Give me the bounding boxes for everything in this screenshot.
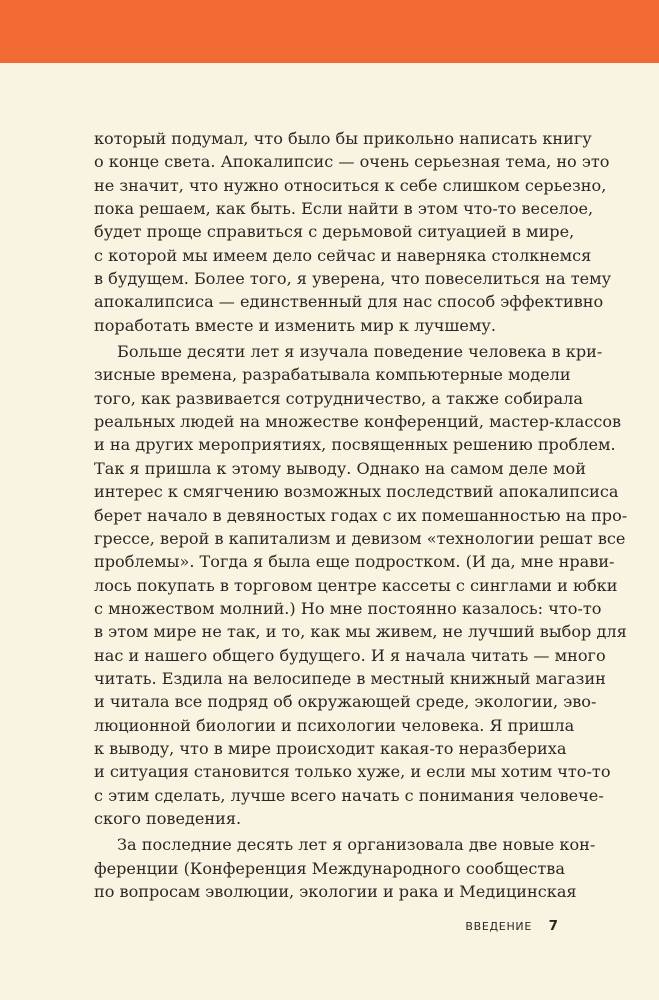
text-line: зисные времена, разрабатывала компьютерные модели — [94, 365, 571, 385]
text-line: читать. Ездила на велосипеде в местный книжный магазин — [94, 668, 606, 688]
text-line: люционной биологии и психологии человека. Я пришла — [94, 715, 575, 735]
text-line: лось покупать в торговом центре кассеты с синглами и юбки — [94, 575, 618, 595]
text-line: по вопросам эволюции, экологии и рака и Медицинская — [94, 882, 577, 901]
text-line: грессе, верой в капитализм и девизом «технологии решат все — [94, 528, 626, 548]
text-line: с которой мы имеем дело сейчас и наверняка столкнемся — [94, 245, 592, 265]
text-line: не значит, что нужно относиться к себе слишком серьезно, — [94, 175, 607, 195]
text-line: Так я пришла к этому выводу. Однако на самом деле мой — [94, 458, 586, 478]
text-line: который подумал, что было бы прикольно написать книгу — [94, 129, 592, 148]
text-line: и ситуация становится только хуже, и если мы хотим что-то — [94, 762, 611, 782]
text-line: За последние десять лет я организовала две новые кон- — [117, 835, 596, 855]
text-line: к выводу, что в мире происходит какая-то неразбериха — [94, 738, 567, 758]
text-line: в этом мире не так, и то, как мы живем, не лучший выбор для — [94, 622, 627, 642]
running-section-title: ВВЕДЕНИЕ — [465, 920, 532, 933]
text-line: того, как развивается сотрудничество, а также собирала — [94, 388, 583, 408]
text-line: апокалипсиса — единственный для нас способ эффективно — [94, 292, 604, 312]
header-color-band — [0, 0, 659, 63]
text-line: ференции (Конференция Международного сообщества — [94, 858, 565, 878]
text-line: с этим сделать, лучше всего начать с понимания человече- — [94, 785, 604, 805]
text-line: пока решаем, как быть. Если найти в этом что-то веселое, — [94, 199, 594, 219]
page-number: 7 — [548, 918, 558, 934]
text-line: Больше десяти лет я изучала поведение человека в кри- — [117, 342, 603, 362]
text-line: в будущем. Более того, я уверена, что повеселиться на тему — [94, 269, 612, 289]
text-line: реальных людей на множестве конференций, мастер-классов — [94, 412, 622, 432]
text-line: будет проще справиться с дерьмовой ситуацией в мире, — [94, 222, 575, 242]
text-line: и на других мероприятиях, посвященных решению проблем. — [94, 435, 616, 455]
text-line: проблемы». Тогда я была еще подростком. (И да, мне нрави- — [94, 552, 615, 572]
text-line: интерес к смягчению возможных последствий апокалипсиса — [94, 482, 619, 502]
text-line: нас и нашего общего будущего. И я начала читать — много — [94, 645, 606, 665]
text-line: поработать вместе и изменить мир к лучшему. — [94, 315, 497, 335]
text-line: с множеством молний.) Но мне постоянно казалось: что-то — [94, 598, 602, 618]
book-page-body — [94, 127, 628, 903]
page-footer — [0, 918, 659, 936]
text-line: о конце света. Апокалипсис — очень серьезная тема, но это — [94, 152, 610, 172]
text-line: ского поведения. — [94, 808, 242, 828]
text-line: и читала все подряд об окружающей среде, экологии, эво- — [94, 692, 597, 712]
text-line: берет начало в девяностых годах с их помешанностью на про- — [94, 505, 628, 525]
